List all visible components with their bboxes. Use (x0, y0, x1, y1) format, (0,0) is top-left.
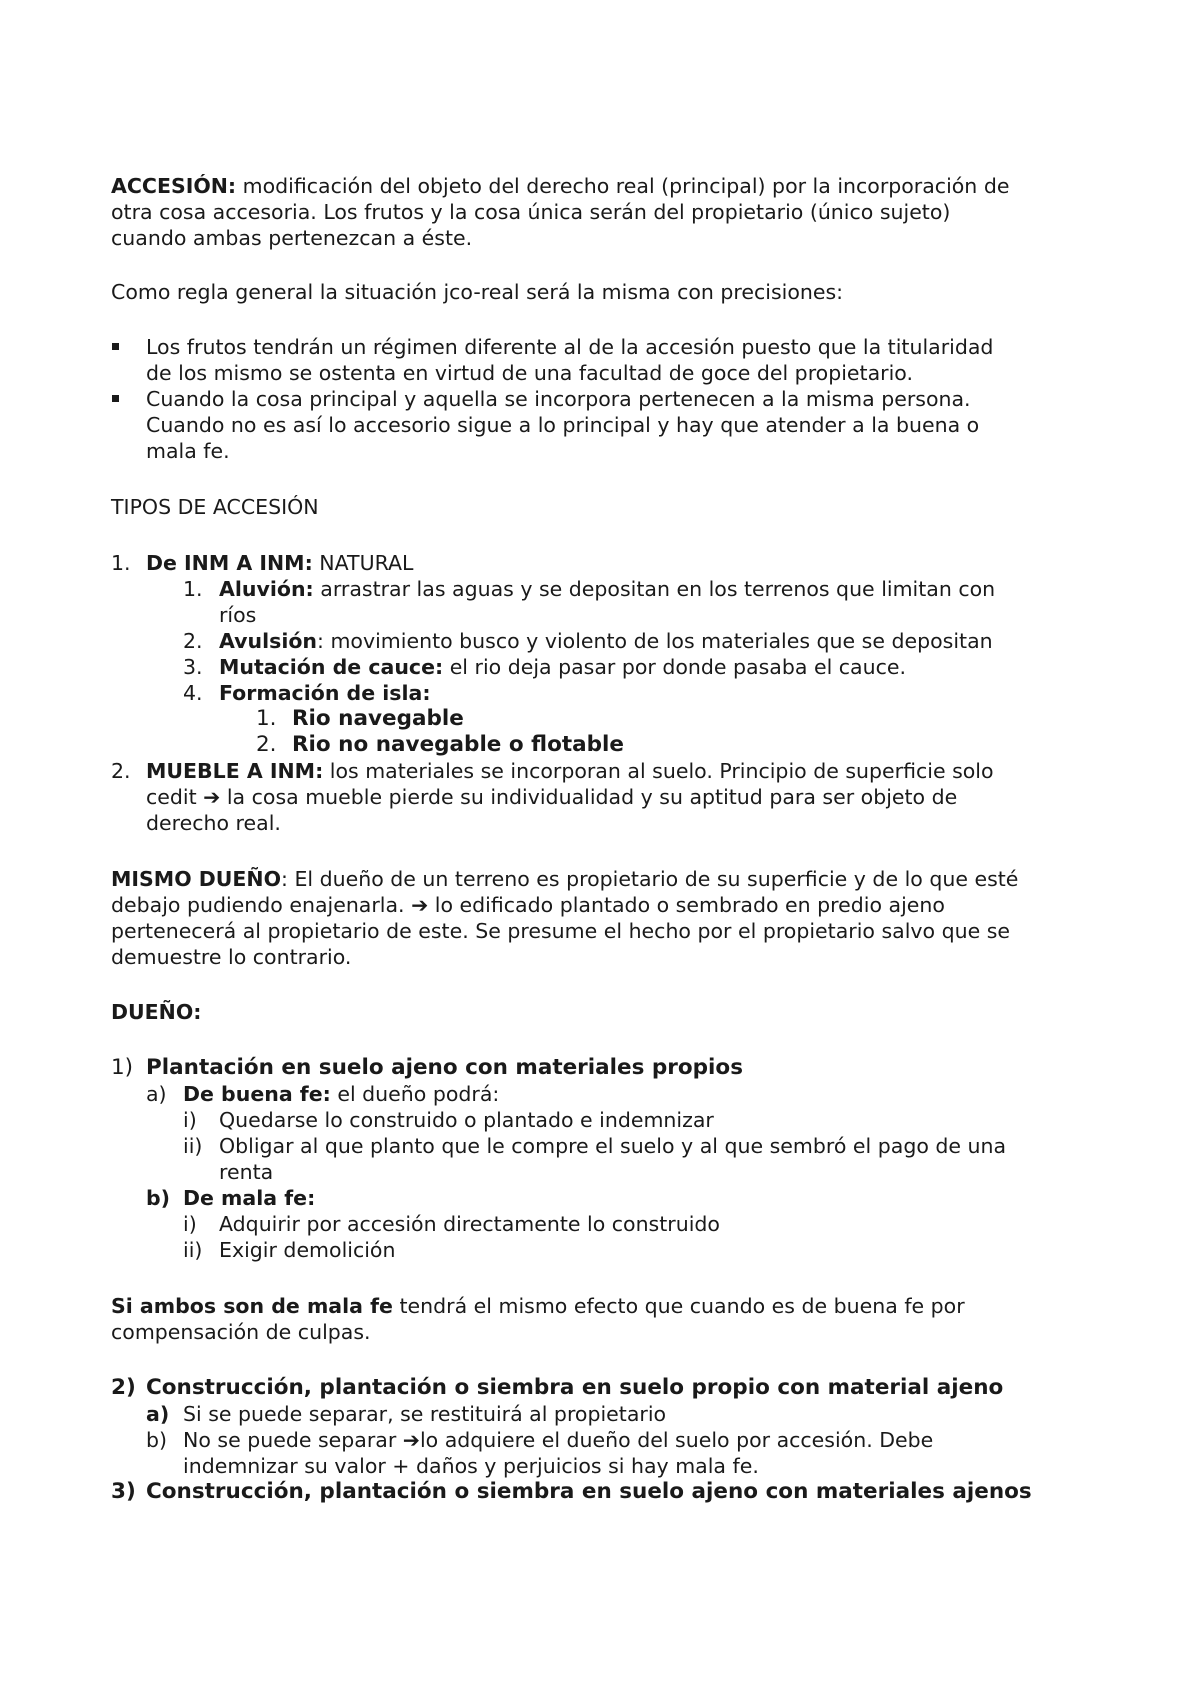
separar-item: Si se puede separar, se restituirá al propietario (183, 1402, 667, 1426)
list-marker: ii) (183, 1134, 203, 1158)
mismo-dueno-line-2: debajo pudiendo enajenarla. ➔ lo edificado plantado o sembrado en predio ajeno (111, 893, 945, 917)
arrow-right-icon: ➔ (203, 785, 221, 809)
buena-fe-option-2-cont: renta (219, 1160, 274, 1184)
mueble-inm-line-2: cedit ➔ la cosa mueble pierde su individualidad y su aptitud para ser objeto de (146, 785, 958, 809)
bullet-square-icon (112, 395, 119, 402)
buena-fe-option-1: Quedarse lo construido o plantado e indemnizar (219, 1108, 714, 1132)
rio-no-navegable: Rio no navegable o flotable (292, 732, 624, 757)
ambos-mala-fe-line-2: compensación de culpas. (111, 1320, 371, 1344)
list-marker: 1) (111, 1055, 134, 1080)
avulsion-item: Avulsión: movimiento busco y violento de los materiales que se depositan (219, 629, 993, 653)
bullet-2-line-2: Cuando no es así lo accesorio sigue a lo principal y hay que atender a la buena o (146, 413, 980, 437)
intro-line-1: ACCESIÓN: modificación del objeto del derecho real (principal) por la incorporación de (111, 174, 1010, 198)
mueble-inm-line-1: MUEBLE A INM: los materiales se incorporan al suelo. Principio de superficie solo (146, 759, 994, 783)
bullet-2-line-3: mala fe. (146, 439, 230, 463)
list-marker: 4. (183, 681, 203, 705)
mismo-dueno-line-4: demuestre lo contrario. (111, 945, 352, 969)
arrow-right-icon: ➔ (402, 1428, 420, 1452)
mueble-inm-line-3: derecho real. (146, 811, 281, 835)
no-separar-item-cont: indemnizar su valor + daños y perjuicios si hay mala fe. (183, 1454, 759, 1478)
no-separar-item: No se puede separar ➔lo adquiere el dueño del suelo por accesión. Debe (183, 1428, 934, 1452)
list-marker: i) (183, 1108, 197, 1132)
list-marker: b) (146, 1428, 168, 1452)
mismo-dueno-line-1: MISMO DUEÑO: El dueño de un terreno es propietario de su superficie y de lo que esté (111, 867, 1019, 891)
list-marker: 2. (256, 732, 277, 757)
bullet-2-line-1: Cuando la cosa principal y aquella se incorpora pertenecen a la misma persona. (146, 387, 971, 411)
mismo-dueno-line-3: pertenecerá al propietario de este. Se presume el hecho por el propietario salvo que se (111, 919, 1011, 943)
list-marker: 3. (183, 655, 203, 679)
buena-fe-item: De buena fe: el dueño podrá: (183, 1082, 500, 1106)
list-marker: i) (183, 1212, 197, 1236)
aluvion-item-cont: ríos (219, 603, 257, 627)
aluvion-item: Aluvión: arrastrar las aguas y se depositan en los terrenos que limitan con (219, 577, 996, 601)
isla-item: Formación de isla: (219, 681, 431, 705)
mala-fe-item: De mala fe: (183, 1186, 316, 1210)
list-marker: 1. (256, 706, 277, 731)
tipo-inm-inm: De INM A INM: NATURAL (146, 551, 414, 575)
buena-fe-option-2: Obligar al que planto que le compre el suelo y al que sembró el pago de una (219, 1134, 1007, 1158)
list-marker: a) (146, 1402, 170, 1426)
intro-line-3: cuando ambas pertenezcan a éste. (111, 226, 473, 250)
accesion-term: ACCESIÓN: (111, 174, 237, 198)
list-marker: a) (146, 1082, 167, 1106)
dueno-heading: DUEÑO: (111, 1000, 202, 1024)
list-marker: 2. (183, 629, 203, 653)
mala-fe-option-2: Exigir demolición (219, 1238, 396, 1262)
list-marker: 2) (111, 1375, 136, 1400)
mutacion-item: Mutación de cauce: el rio deja pasar por donde pasaba el cauce. (219, 655, 907, 679)
list-marker: 2. (111, 759, 131, 783)
tipos-heading: TIPOS DE ACCESIÓN (111, 495, 319, 519)
rule-paragraph: Como regla general la situación jco-real será la misma con precisiones: (111, 280, 844, 304)
bullet-square-icon (112, 343, 119, 350)
ambos-mala-fe-line-1: Si ambos son de mala fe tendrá el mismo efecto que cuando es de buena fe por (111, 1294, 965, 1318)
bullet-1-line-2: de los mismo se ostenta en virtud de una facultad de goce del propietario. (146, 361, 913, 385)
dueno-2-title: Construcción, plantación o siembra en suelo propio con material ajeno (146, 1375, 1004, 1400)
list-marker: 1. (111, 551, 131, 575)
rio-navegable: Rio navegable (292, 706, 464, 731)
dueno-1-title: Plantación en suelo ajeno con materiales propios (146, 1055, 743, 1080)
intro-line-2: otra cosa accesoria. Los frutos y la cosa única serán del propietario (único sujeto) (111, 200, 951, 224)
list-marker: 3) (111, 1479, 136, 1504)
dueno-3-title: Construcción, plantación o siembra en suelo ajeno con materiales ajenos (146, 1479, 1032, 1504)
mala-fe-option-1: Adquirir por accesión directamente lo construido (219, 1212, 720, 1236)
list-marker: ii) (183, 1238, 203, 1262)
list-marker: 1. (183, 577, 203, 601)
bullet-1-line-1: Los frutos tendrán un régimen diferente al de la accesión puesto que la titularidad (146, 335, 994, 359)
arrow-right-icon: ➔ (411, 893, 429, 917)
list-marker: b) (146, 1186, 171, 1210)
